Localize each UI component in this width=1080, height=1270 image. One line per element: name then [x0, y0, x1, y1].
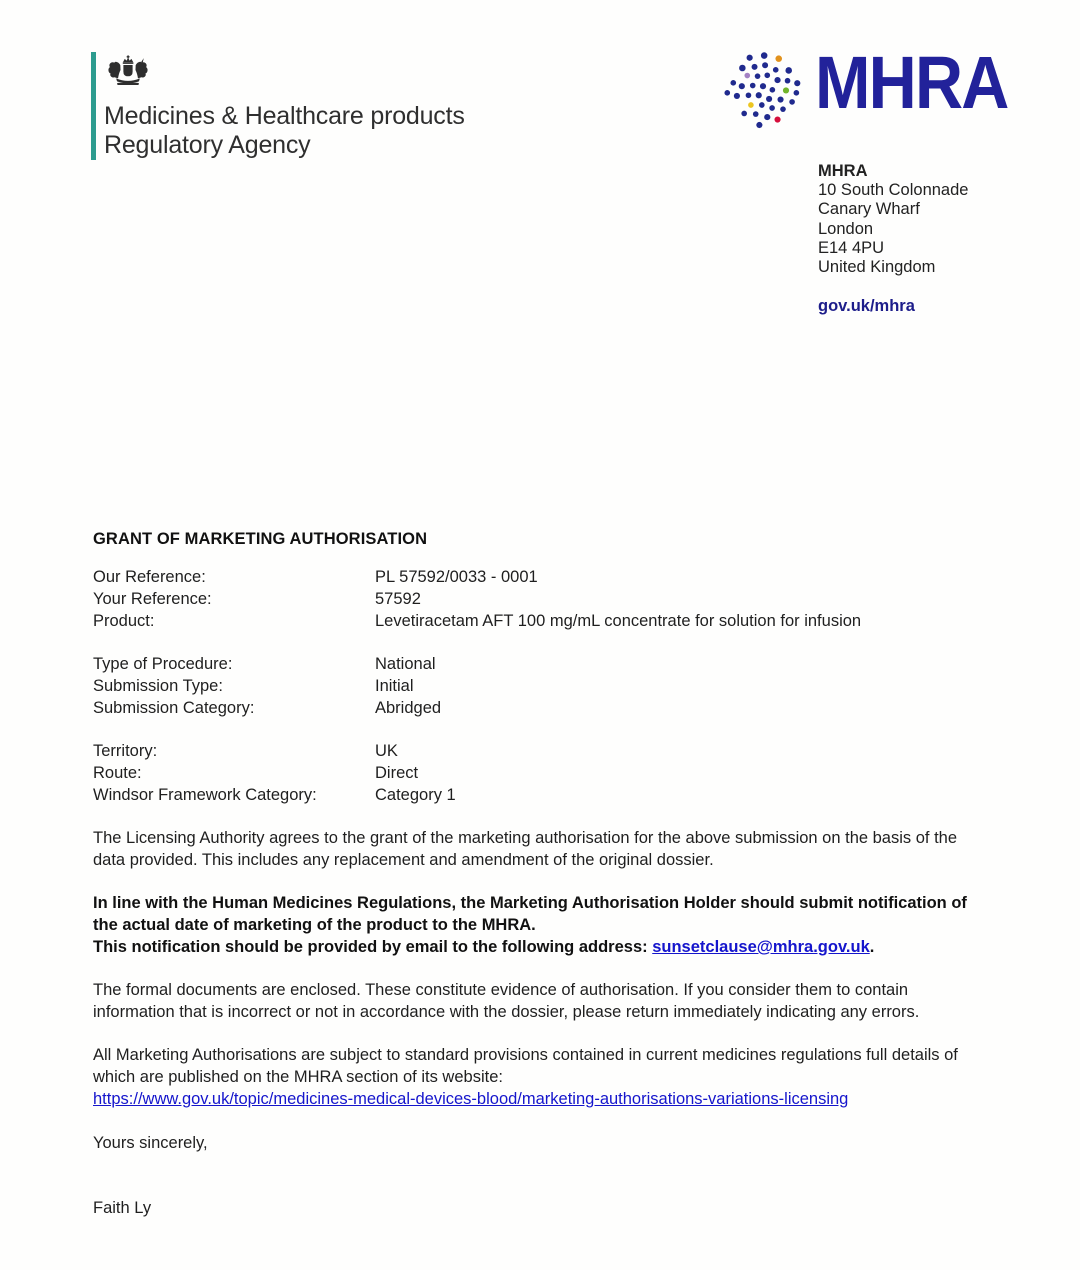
address-line: E14 4PU — [818, 238, 885, 257]
ref-value: UK — [375, 742, 398, 760]
gov-uk-licensing-link[interactable]: https://www.gov.uk/topic/medicines-medical-devices-blood/marketing-authorisations-variations-licensing — [93, 1090, 849, 1108]
reference-group — [93, 653, 990, 719]
ref-value: PL 57592/0033 - 0001 — [375, 568, 538, 586]
ref-value: Levetiracetam AFT 100 mg/mL concentrate for solution for infusion — [375, 612, 862, 630]
notification-text: In line with the Human Medicines Regulations, the Marketing Authorisation Holder should submit notification of the actual date of marketing of the product to the MHRA. — [93, 894, 967, 934]
paragraph-grant: The Licensing Authority agrees to the grant of the marketing authorisation for the above submission on the basis of the data provided. This includes any replacement and amendment of the original dossier. — [93, 829, 958, 869]
reference-group — [93, 740, 990, 806]
address-line: 10 South Colonnade — [818, 181, 969, 200]
mhra-wordmark: MHRA — [815, 41, 1008, 124]
ref-value: 57592 — [375, 590, 421, 608]
reference-row — [93, 566, 990, 588]
ref-value: Category 1 — [375, 786, 456, 804]
reference-row — [93, 697, 990, 719]
ref-value: Abridged — [375, 699, 442, 717]
mhra-website-link[interactable]: gov.uk/mhra — [818, 297, 915, 316]
address-line: Canary Wharf — [818, 200, 920, 219]
ref-label: Our Reference: — [93, 568, 206, 586]
sunset-clause-email-link[interactable]: sunsetclause@mhra.gov.uk — [652, 938, 870, 956]
address-line: United Kingdom — [818, 258, 936, 277]
royal-crest-icon — [104, 54, 465, 99]
reference-row — [93, 784, 990, 806]
mhra-logo — [723, 41, 1029, 132]
reference-row — [93, 675, 990, 697]
ref-label: Route: — [93, 764, 142, 782]
ref-label: Type of Procedure: — [93, 655, 233, 673]
sender-address — [818, 162, 968, 316]
ref-label: Submission Type: — [93, 677, 223, 695]
signature-name: Faith Ly — [93, 1199, 152, 1217]
notification-email-instruction: This notification should be provided by email to the following address: — [93, 938, 653, 956]
dept-logo — [91, 52, 465, 160]
ref-label: Territory: — [93, 742, 158, 760]
reference-group — [93, 566, 990, 632]
mhra-dots-icon — [723, 44, 803, 132]
standard-provisions-text: All Marketing Authorisations are subject to standard provisions contained in current medicines regulations full details of which are published on the MHRA section of its website: — [93, 1046, 958, 1086]
reference-row — [93, 588, 990, 610]
reference-row — [93, 740, 990, 762]
reference-row — [93, 610, 990, 632]
closing-salutation: Yours sincerely, — [93, 1134, 208, 1152]
dept-name-line1: Medicines & Healthcare products — [104, 102, 465, 130]
paragraph-standard-provisions — [93, 1044, 990, 1110]
accent-bar — [91, 52, 96, 160]
ref-value: Direct — [375, 764, 419, 782]
address-line: London — [818, 219, 874, 238]
letter-title: GRANT OF MARKETING AUTHORISATION — [93, 530, 428, 548]
sentence-period: . — [869, 938, 875, 956]
ref-label: Your Reference: — [93, 590, 212, 608]
ref-label: Submission Category: — [93, 699, 255, 717]
reference-row — [93, 762, 990, 784]
reference-row — [93, 653, 990, 675]
dept-name-line2: Regulatory Agency — [104, 131, 311, 159]
ref-value: National — [375, 655, 436, 673]
paragraph-notification — [93, 892, 990, 958]
letter-body — [93, 528, 990, 1219]
paragraph-formal-documents: The formal documents are enclosed. These constitute evidence of authorisation. If you consider them to contain information that is incorrect or not in accordance with the dossier, please return immediately indicating any errors. — [93, 981, 920, 1021]
ref-value: Initial — [375, 677, 414, 695]
ref-label: Product: — [93, 612, 155, 630]
address-name: MHRA — [818, 162, 868, 180]
ref-label: Windsor Framework Category: — [93, 786, 317, 804]
